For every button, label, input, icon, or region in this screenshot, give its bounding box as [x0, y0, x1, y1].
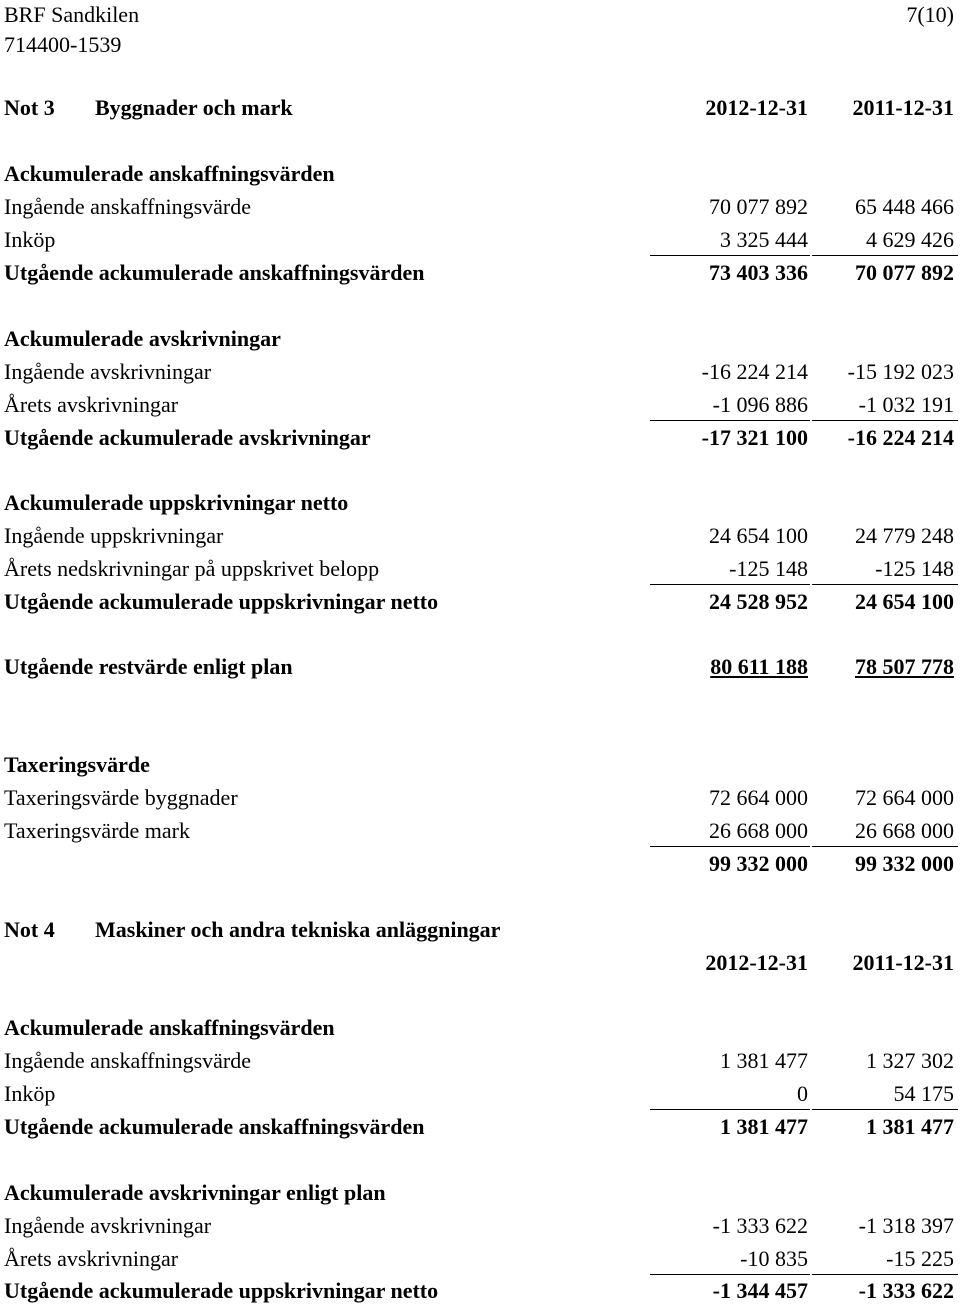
total-row	[4, 424, 958, 452]
table-row	[4, 522, 958, 550]
note4-heading	[4, 916, 958, 944]
table-row	[4, 358, 958, 386]
value-2012: -1 333 622	[712, 1213, 808, 1238]
header-line-2	[4, 30, 954, 60]
value-2012: -17 321 100	[701, 425, 808, 450]
row-label: Taxeringsvärde byggnader	[4, 785, 238, 810]
value-2011: 65 448 466	[855, 194, 954, 219]
row-label: Ingående avskrivningar	[4, 359, 212, 384]
table-row	[4, 1047, 958, 1075]
value-2012: -125 148	[729, 556, 808, 581]
row-label: Taxeringsvärde mark	[4, 818, 190, 843]
total-row	[4, 850, 958, 878]
value-2012: 99 332 000	[709, 851, 808, 876]
table-row	[4, 1245, 958, 1273]
value-2012: 0	[797, 1081, 808, 1106]
section-heading: Ackumulerade avskrivningar enligt plan	[4, 1180, 386, 1205]
note4-col1-header: 2012-12-31	[705, 950, 808, 975]
table-row	[4, 226, 958, 254]
note3-acq-heading	[4, 160, 958, 188]
note4-column-headers	[4, 949, 958, 977]
total-row	[4, 1277, 958, 1305]
row-label: Utgående restvärde enligt plan	[4, 654, 293, 679]
note3-rev-heading	[4, 489, 958, 517]
note3-number: Not 3	[4, 95, 55, 120]
table-row	[4, 1212, 958, 1240]
value-2012: -1 344 457	[712, 1278, 808, 1303]
sum-rule	[812, 846, 958, 847]
sum-rule	[812, 1274, 958, 1275]
sum-rule	[650, 1274, 810, 1275]
section-heading: Ackumulerade anskaffningsvärden	[4, 1015, 335, 1040]
row-label: Ingående anskaffningsvärde	[4, 1048, 251, 1073]
total-row	[4, 588, 958, 616]
value-2011: 4 629 426	[866, 227, 954, 252]
value-2012: 24 528 952	[709, 589, 808, 614]
value-2011: 72 664 000	[855, 785, 954, 810]
total-row	[4, 259, 958, 287]
value-2011: 24 654 100	[855, 589, 954, 614]
value-2011: -1 333 622	[858, 1278, 954, 1303]
value-2011: -1 318 397	[858, 1213, 954, 1238]
note4-acq-heading	[4, 1014, 958, 1042]
value-2012: 24 654 100	[709, 523, 808, 548]
note3-col2-header: 2011-12-31	[852, 95, 954, 120]
page-header	[4, 0, 954, 60]
value-2011: 1 381 477	[866, 1114, 954, 1139]
value-2012: 80 611 188	[710, 654, 808, 679]
note3-heading	[4, 94, 958, 122]
note4-number: Not 4	[4, 917, 55, 942]
row-label: Ingående avskrivningar	[4, 1213, 212, 1238]
value-2012: 3 325 444	[720, 227, 808, 252]
sum-rule	[812, 420, 958, 421]
value-2011: 24 779 248	[855, 523, 954, 548]
value-2011: -15 192 023	[847, 359, 954, 384]
sum-rule	[650, 1109, 810, 1110]
table-row	[4, 784, 958, 812]
value-2011: 1 327 302	[866, 1048, 954, 1073]
table-row	[4, 817, 958, 845]
table-row	[4, 1080, 958, 1108]
sum-rule	[650, 846, 810, 847]
value-2012: 1 381 477	[720, 1114, 808, 1139]
value-2011: 70 077 892	[855, 260, 954, 285]
residual-row	[4, 653, 958, 681]
page-number: 7(10)	[906, 2, 954, 27]
note3-col1-header: 2012-12-31	[705, 95, 808, 120]
note3-dep-heading	[4, 325, 958, 353]
value-2011: 78 507 778	[855, 654, 954, 679]
section-heading: Taxeringsvärde	[4, 752, 150, 777]
row-label: Inköp	[4, 1081, 56, 1106]
sum-rule	[650, 255, 810, 256]
row-label: Ingående anskaffningsvärde	[4, 194, 251, 219]
value-2011: -1 032 191	[858, 392, 954, 417]
sum-rule	[812, 1109, 958, 1110]
value-2011: -15 225	[886, 1246, 954, 1271]
row-label: Utgående ackumulerade uppskrivningar netto	[4, 589, 439, 614]
table-row	[4, 193, 958, 221]
header-line-1	[4, 0, 954, 30]
section-heading: Ackumulerade avskrivningar	[4, 326, 281, 351]
sum-rule	[650, 584, 810, 585]
row-label: Årets avskrivningar	[4, 1246, 179, 1271]
row-label: Utgående ackumulerade anskaffningsvärden	[4, 260, 425, 285]
value-2012: 70 077 892	[709, 194, 808, 219]
value-2012: -16 224 214	[701, 359, 808, 384]
row-label: Årets nedskrivningar på uppskrivet belopp	[4, 556, 380, 581]
sum-rule	[650, 420, 810, 421]
section-heading: Ackumulerade uppskrivningar netto	[4, 490, 349, 515]
table-row	[4, 555, 958, 583]
row-label: Ingående uppskrivningar	[4, 523, 224, 548]
value-2011: -16 224 214	[847, 425, 954, 450]
org-name: BRF Sandkilen	[4, 2, 140, 27]
table-row	[4, 391, 958, 419]
value-2011: 26 668 000	[855, 818, 954, 843]
value-2012: -1 096 886	[712, 392, 808, 417]
section-heading: Ackumulerade anskaffningsvärden	[4, 161, 335, 186]
value-2012: 1 381 477	[720, 1048, 808, 1073]
note4-col2-header: 2011-12-31	[852, 950, 954, 975]
total-row	[4, 1113, 958, 1141]
note4-title: Maskiner och andra tekniska anläggningar	[95, 917, 501, 942]
row-label: Inköp	[4, 227, 56, 252]
note3-title: Byggnader och mark	[95, 95, 293, 120]
value-2012: 72 664 000	[709, 785, 808, 810]
value-2012: 26 668 000	[709, 818, 808, 843]
value-2012: 73 403 336	[709, 260, 808, 285]
value-2011: 99 332 000	[855, 851, 954, 876]
value-2011: 54 175	[893, 1081, 954, 1106]
row-label: Utgående ackumulerade uppskrivningar netto	[4, 1278, 439, 1303]
note4-dep-heading	[4, 1179, 958, 1207]
value-2011: -125 148	[875, 556, 954, 581]
note3-tax-heading	[4, 751, 958, 779]
row-label: Utgående ackumulerade avskrivningar	[4, 425, 371, 450]
org-number: 714400-1539	[4, 32, 122, 57]
sum-rule	[812, 584, 958, 585]
value-2012: -10 835	[740, 1246, 808, 1271]
row-label: Årets avskrivningar	[4, 392, 179, 417]
sum-rule	[812, 255, 958, 256]
row-label: Utgående ackumulerade anskaffningsvärden	[4, 1114, 425, 1139]
